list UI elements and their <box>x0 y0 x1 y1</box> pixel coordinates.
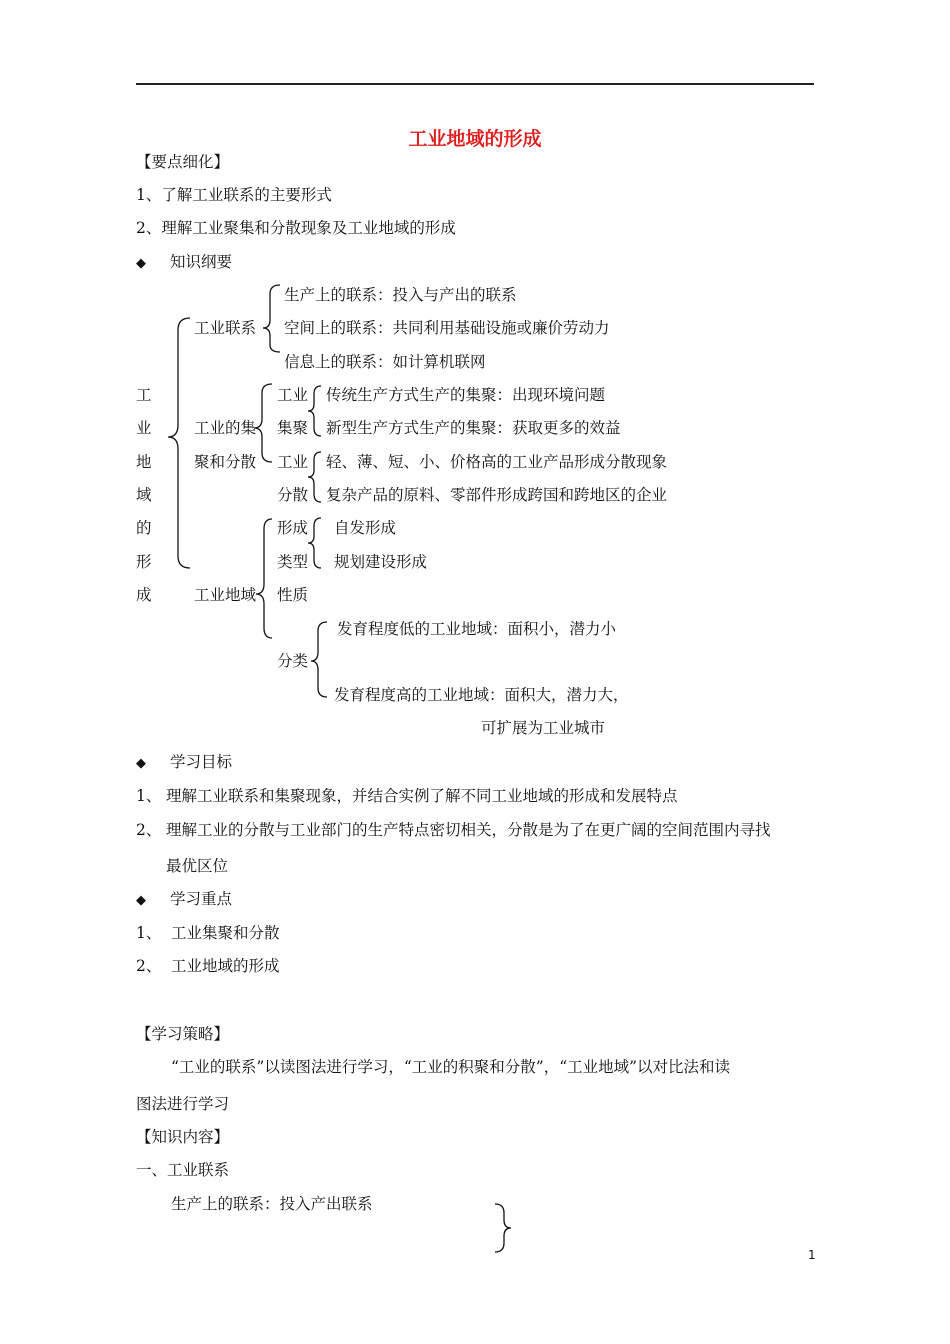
type-label: 形成 <box>277 519 309 537</box>
cluster-label: 集聚 <box>277 419 309 437</box>
disperse-label: 分散 <box>277 486 309 504</box>
focus-item: 工业集聚和分散 <box>171 924 280 942</box>
content-heading: 【知识内容】 <box>136 1128 230 1146</box>
goals-heading: ◆ 学习目标 <box>136 752 232 774</box>
class-item: 发育程度高的工业地域：面积大，潜力大， <box>334 686 629 704</box>
section-key-points: 【要点细化】 <box>136 153 230 171</box>
goal-num: 2、 <box>136 821 162 839</box>
key-point-2: 2、理解工业聚集和分散现象及工业地域的形成 <box>136 219 456 237</box>
goal-num: 1、 <box>136 787 162 805</box>
outline-root-char: 地 <box>136 453 152 471</box>
focus-item: 工业地域的形成 <box>171 957 280 975</box>
bottom-brace <box>495 1204 511 1252</box>
goal-text-cont: 最优区位 <box>166 857 229 875</box>
diamond-bullet-icon: ◆ <box>136 256 146 271</box>
class-label: 分类 <box>277 652 309 670</box>
outline-root-char: 的 <box>136 519 152 537</box>
linkage-item: 信息上的联系：如计算机联网 <box>284 353 486 371</box>
linkage-label: 工业联系 <box>194 319 257 337</box>
root-brace <box>168 318 190 568</box>
agglomeration-label-line1: 工业的集 <box>194 419 257 437</box>
outline-root-char: 域 <box>136 486 152 504</box>
type-item: 自发形成 <box>334 519 397 537</box>
type-label: 类型 <box>277 553 309 571</box>
section-one-heading: 一、工业联系 <box>136 1161 230 1179</box>
disperse-brace <box>308 452 321 502</box>
goal-text: 理解工业联系和集聚现象，并结合实例了解不同工业地域的形成和发展特点 <box>166 787 678 805</box>
focus-num: 2、 <box>136 957 162 975</box>
linkage-item: 生产上的联系：投入与产出的联系 <box>284 286 517 304</box>
cluster-item: 传统生产方式生产的集聚：出现环境问题 <box>326 386 606 404</box>
strategy-heading: 【学习策略】 <box>136 1025 230 1043</box>
section-one-item: 生产上的联系：投入产出联系 <box>171 1195 373 1213</box>
cluster-item: 新型生产方式生产的集聚：获取更多的效益 <box>326 419 621 437</box>
focus-heading: ◆ 学习重点 <box>136 889 232 911</box>
cluster-brace <box>308 386 321 436</box>
agglomeration-label-line2: 聚和分散 <box>194 453 257 471</box>
outline-heading: ◆ 知识纲要 <box>136 252 232 274</box>
strategy-line: 图法进行学习 <box>136 1095 230 1113</box>
disperse-label: 工业 <box>277 453 309 471</box>
diamond-bullet-icon: ◆ <box>136 756 146 771</box>
page-title: 工业地域的形成 <box>408 128 542 150</box>
type-item: 规划建设形成 <box>334 553 428 571</box>
page-number: 1 <box>808 1248 816 1262</box>
key-point-1: 1、了解工业联系的主要形式 <box>136 186 332 204</box>
cluster-label: 工业 <box>277 386 309 404</box>
outline-root-char: 业 <box>136 419 152 437</box>
strategy-line: “工业的联系”以读图法进行学习，“工业的积聚和分散”，“工业地域”以对比法和读 <box>171 1058 731 1076</box>
goal-text: 理解工业的分散与工业部门的生产特点密切相关，分散是为了在更广阔的空间范围内寻找 <box>166 821 771 839</box>
linkage-brace <box>263 285 280 352</box>
linkage-item: 空间上的联系：共同利用基础设施或廉价劳动力 <box>284 319 610 337</box>
region-brace <box>256 519 272 638</box>
disperse-item: 轻、薄、短、小、价格高的工业产品形成分散现象 <box>326 453 668 471</box>
outline-root-char: 工 <box>136 386 152 404</box>
class-brace <box>311 622 327 697</box>
disperse-item: 复杂产品的原料、零部件形成跨国和跨地区的企业 <box>326 486 668 504</box>
type-brace <box>308 518 321 568</box>
outline-root-char: 成 <box>136 586 152 604</box>
agglomeration-brace <box>254 384 272 462</box>
class-continuation: 可扩展为工业城市 <box>481 719 606 737</box>
nature-label: 性质 <box>277 586 309 604</box>
class-item: 发育程度低的工业地域：面积小，潜力小 <box>337 620 617 638</box>
region-label: 工业地域 <box>194 586 257 604</box>
diamond-bullet-icon: ◆ <box>136 893 146 908</box>
focus-num: 1、 <box>136 924 162 942</box>
outline-root-char: 形 <box>136 553 152 571</box>
